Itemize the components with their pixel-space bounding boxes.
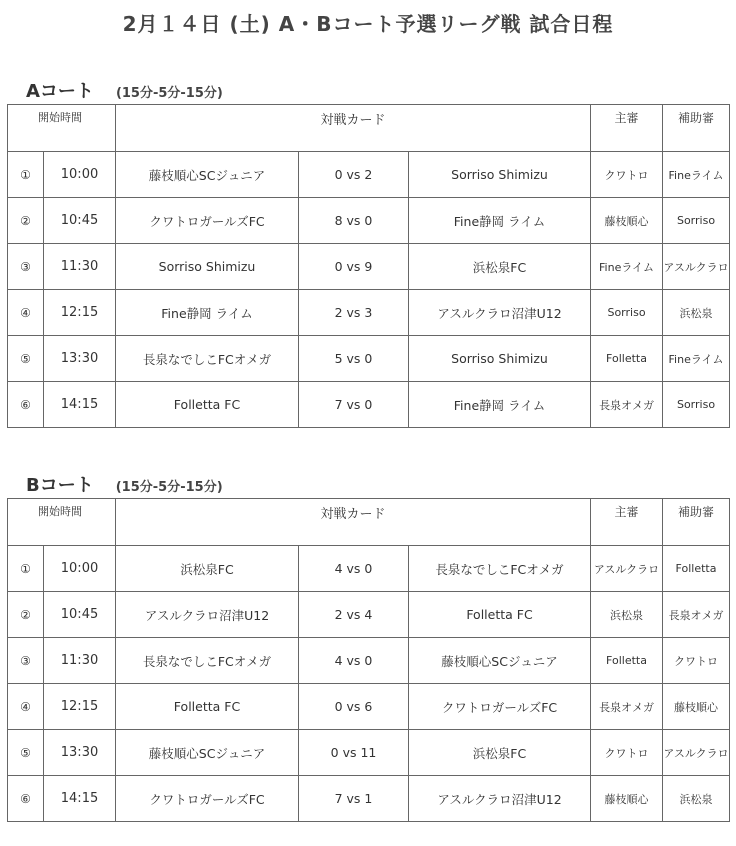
referee-team: 藤枝順心 — [591, 776, 663, 822]
match-time: 13:30 — [44, 730, 116, 776]
court-a-schedule-table — [7, 104, 730, 428]
table-header-row — [8, 105, 730, 152]
match-number: ⑤ — [8, 336, 44, 382]
match-row — [8, 638, 730, 684]
court-a-name: Aコート — [26, 81, 94, 102]
matchup-header: 対戦カード — [116, 105, 591, 152]
court-b-heading — [26, 471, 223, 497]
match-score: 7 vs 0 — [299, 382, 409, 428]
referee-team: 藤枝順心 — [591, 198, 663, 244]
match-score: 2 vs 3 — [299, 290, 409, 336]
court-a-rows — [8, 152, 730, 428]
away-team: Fine静岡 ライム — [409, 198, 591, 244]
match-number: ⑥ — [8, 382, 44, 428]
match-score: 0 vs 2 — [299, 152, 409, 198]
match-score: 0 vs 6 — [299, 684, 409, 730]
assistant-team: 浜松泉 — [663, 290, 730, 336]
match-score: 0 vs 9 — [299, 244, 409, 290]
referee-team: 長泉オメガ — [591, 382, 663, 428]
court-a-heading — [26, 77, 223, 103]
match-score: 4 vs 0 — [299, 638, 409, 684]
assistant-team: Folletta — [663, 546, 730, 592]
match-time: 14:15 — [44, 382, 116, 428]
match-number: ⑤ — [8, 730, 44, 776]
away-team: アスルクラロ沼津U12 — [409, 776, 591, 822]
home-team: 長泉なでしこFCオメガ — [116, 336, 299, 382]
match-number: ① — [8, 546, 44, 592]
matchup-header: 対戦カード — [116, 499, 591, 546]
match-score: 7 vs 1 — [299, 776, 409, 822]
away-team: アスルクラロ沼津U12 — [409, 290, 591, 336]
home-team: 藤枝順心SCジュニア — [116, 152, 299, 198]
assistant-team: 藤枝順心 — [663, 684, 730, 730]
assistant-team: 浜松泉 — [663, 776, 730, 822]
away-team: 藤枝順心SCジュニア — [409, 638, 591, 684]
home-team: 浜松泉FC — [116, 546, 299, 592]
match-row — [8, 592, 730, 638]
assistant-team: Sorriso — [663, 382, 730, 428]
referee-team: 長泉オメガ — [591, 684, 663, 730]
court-a-rule: (15分-5分-15分) — [115, 86, 223, 101]
match-number: ③ — [8, 638, 44, 684]
match-row — [8, 198, 730, 244]
match-score: 0 vs 11 — [299, 730, 409, 776]
match-time: 11:30 — [44, 638, 116, 684]
assistant-team: クワトロ — [663, 638, 730, 684]
away-team: Fine静岡 ライム — [409, 382, 591, 428]
match-number: ④ — [8, 290, 44, 336]
home-team: Folletta FC — [116, 382, 299, 428]
court-b-rows — [8, 546, 730, 822]
match-row — [8, 684, 730, 730]
match-number: ② — [8, 198, 44, 244]
match-row — [8, 546, 730, 592]
match-time: 12:15 — [44, 290, 116, 336]
home-team: 長泉なでしこFCオメガ — [116, 638, 299, 684]
table-header-row — [8, 499, 730, 546]
referee-header: 主審 — [591, 499, 663, 546]
match-number: ④ — [8, 684, 44, 730]
match-number: ① — [8, 152, 44, 198]
assistant-team: 長泉オメガ — [663, 592, 730, 638]
assistant-header: 補助審 — [663, 105, 730, 152]
referee-team: Fineライム — [591, 244, 663, 290]
start-time-header: 開始時間 — [8, 105, 116, 152]
assistant-team: Fineライム — [663, 152, 730, 198]
match-time: 10:45 — [44, 198, 116, 244]
match-score: 8 vs 0 — [299, 198, 409, 244]
assistant-team: アスルクラロ — [663, 244, 730, 290]
assistant-team: アスルクラロ — [663, 730, 730, 776]
match-number: ② — [8, 592, 44, 638]
referee-team: 浜松泉 — [591, 592, 663, 638]
home-team: クワトロガールズFC — [116, 198, 299, 244]
away-team: 長泉なでしこFCオメガ — [409, 546, 591, 592]
match-time: 13:30 — [44, 336, 116, 382]
match-time: 14:15 — [44, 776, 116, 822]
assistant-header: 補助審 — [663, 499, 730, 546]
match-score: 2 vs 4 — [299, 592, 409, 638]
match-row — [8, 776, 730, 822]
away-team: クワトロガールズFC — [409, 684, 591, 730]
referee-team: アスルクラロ — [591, 546, 663, 592]
match-time: 12:15 — [44, 684, 116, 730]
match-score: 5 vs 0 — [299, 336, 409, 382]
away-team: 浜松泉FC — [409, 730, 591, 776]
match-row — [8, 730, 730, 776]
referee-team: Sorriso — [591, 290, 663, 336]
match-number: ⑥ — [8, 776, 44, 822]
home-team: Sorriso Shimizu — [116, 244, 299, 290]
away-team: Folletta FC — [409, 592, 591, 638]
match-time: 10:45 — [44, 592, 116, 638]
start-time-header: 開始時間 — [8, 499, 116, 546]
assistant-team: Sorriso — [663, 198, 730, 244]
match-row — [8, 336, 730, 382]
referee-team: クワトロ — [591, 730, 663, 776]
away-team: Sorriso Shimizu — [409, 152, 591, 198]
match-row — [8, 244, 730, 290]
match-score: 4 vs 0 — [299, 546, 409, 592]
court-b-schedule-table — [7, 498, 730, 822]
away-team: 浜松泉FC — [409, 244, 591, 290]
referee-team: Folletta — [591, 638, 663, 684]
match-row — [8, 382, 730, 428]
referee-team: Folletta — [591, 336, 663, 382]
home-team: アスルクラロ沼津U12 — [116, 592, 299, 638]
page-title: 2月１４日 (土) A・Bコート予選リーグ戦 試合日程 — [122, 12, 614, 36]
match-row — [8, 152, 730, 198]
match-time: 10:00 — [44, 152, 116, 198]
match-time: 10:00 — [44, 546, 116, 592]
away-team: Sorriso Shimizu — [409, 336, 591, 382]
court-b-rule: (15分-5分-15分) — [115, 480, 223, 495]
home-team: Fine静岡 ライム — [116, 290, 299, 336]
assistant-team: Fineライム — [663, 336, 730, 382]
match-number: ③ — [8, 244, 44, 290]
match-row — [8, 290, 730, 336]
home-team: 藤枝順心SCジュニア — [116, 730, 299, 776]
home-team: Folletta FC — [116, 684, 299, 730]
referee-team: クワトロ — [591, 152, 663, 198]
match-time: 11:30 — [44, 244, 116, 290]
home-team: クワトロガールズFC — [116, 776, 299, 822]
court-b-name: Bコート — [26, 475, 94, 496]
referee-header: 主審 — [591, 105, 663, 152]
